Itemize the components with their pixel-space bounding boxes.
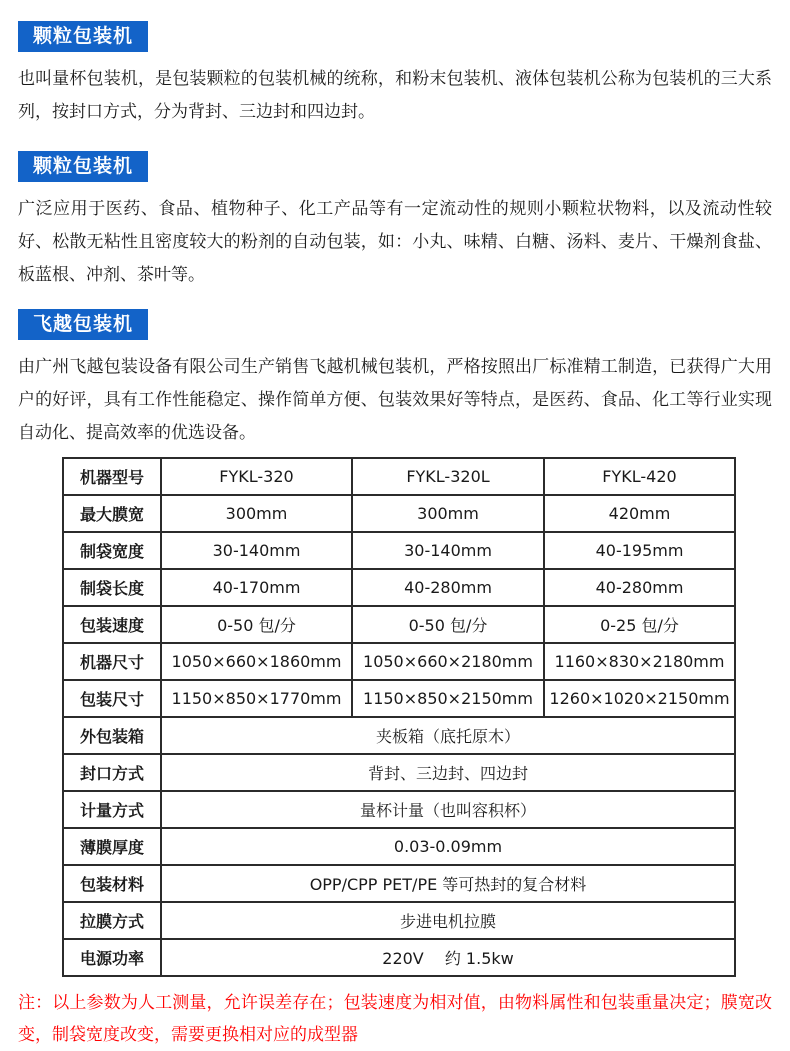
spec-row-value: 0-25 包/分: [544, 606, 735, 643]
spec-table-row: [63, 865, 735, 902]
spec-row-label: 包装尺寸: [63, 680, 161, 717]
spec-row-value: 30-140mm: [352, 532, 544, 569]
spec-row-value-span: 夹板箱（底托原木）: [161, 717, 735, 754]
spec-table-body: [63, 458, 735, 976]
spec-row-value: 420mm: [544, 495, 735, 532]
spec-row-label: 制袋宽度: [63, 532, 161, 569]
spec-row-value-span: 量杯计量（也叫容积杯）: [161, 791, 735, 828]
spec-row-value: 1260×1020×2150mm: [544, 680, 735, 717]
spec-row-label: 薄膜厚度: [63, 828, 161, 865]
spec-row-value: 40-170mm: [161, 569, 352, 606]
spec-row-value: 1160×830×2180mm: [544, 643, 735, 680]
note-text: 注：以上参数为人工测量，允许误差存在；包装速度为相对值，由物料属性和包装重量决定；膜宽改变，制袋宽度改变，需要更换相对应的成型器: [18, 993, 772, 1045]
spec-row-label: 最大膜宽: [63, 495, 161, 532]
section-badge: 颗粒包装机: [18, 151, 148, 182]
spec-table: [62, 457, 736, 977]
spec-row-value: FYKL-420: [544, 458, 735, 495]
spec-table-row: [63, 495, 735, 532]
spec-row-value: FYKL-320L: [352, 458, 544, 495]
spec-table-row: [63, 569, 735, 606]
spec-row-label: 拉膜方式: [63, 902, 161, 939]
spec-row-value: 40-280mm: [352, 569, 544, 606]
spec-row-label: 电源功率: [63, 939, 161, 976]
spec-row-value-span: 步进电机拉膜: [161, 902, 735, 939]
spec-row-value-span: 背封、三边封、四边封: [161, 754, 735, 791]
spec-table-row: [63, 643, 735, 680]
spec-row-label: 机器尺寸: [63, 643, 161, 680]
spec-row-value: 300mm: [161, 495, 352, 532]
spec-table-row: [63, 902, 735, 939]
spec-row-value: FYKL-320: [161, 458, 352, 495]
spec-table-row: [63, 828, 735, 865]
spec-row-value-span: 0.03-0.09mm: [161, 828, 735, 865]
section-badge: 颗粒包装机: [18, 21, 148, 52]
spec-row-value: 1050×660×1860mm: [161, 643, 352, 680]
section-feiyue-intro: [0, 292, 790, 450]
spec-row-value: 0-50 包/分: [161, 606, 352, 643]
spec-row-value: 300mm: [352, 495, 544, 532]
spec-table-row: [63, 606, 735, 643]
spec-row-value: 40-280mm: [544, 569, 735, 606]
spec-table-row: [63, 754, 735, 791]
spec-row-value-span: OPP/CPP PET/PE 等可热封的复合材料: [161, 865, 735, 902]
spec-row-label: 封口方式: [63, 754, 161, 791]
spec-row-label: 外包装箱: [63, 717, 161, 754]
spec-row-value: 1050×660×2180mm: [352, 643, 544, 680]
spec-row-label: 包装速度: [63, 606, 161, 643]
spec-row-label: 包装材料: [63, 865, 161, 902]
spec-row-value: 1150×850×1770mm: [161, 680, 352, 717]
spec-row-value: 0-50 包/分: [352, 606, 544, 643]
section-paragraph: 由广州飞越包装设备有限公司生产销售飞越机械包装机，严格按照出厂标准精工制造，已获得广大用户的好评，具有工作性能稳定、操作简单方便、包装效果好等特点，是医药、食品、化工等行业实现自动化、提高效率的优选设备。: [18, 357, 772, 443]
spec-table-row: [63, 532, 735, 569]
spec-row-value: 40-195mm: [544, 532, 735, 569]
spec-row-label: 制袋长度: [63, 569, 161, 606]
spec-row-label: 机器型号: [63, 458, 161, 495]
spec-table-row: [63, 458, 735, 495]
spec-row-value: 30-140mm: [161, 532, 352, 569]
section-paragraph: 广泛应用于医药、食品、植物种子、化工产品等有一定流动性的规则小颗粒状物料，以及流动性较好、松散无粘性且密度较大的粉剂的自动包装，如：小丸、味精、白糖、汤料、麦片、干燥剂食盐、板蓝根、冲剂、茶叶等。: [18, 199, 772, 285]
section-paragraph: 也叫量杯包装机，是包装颗粒的包装机械的统称，和粉末包装机、液体包装机公称为包装机的三大系列，按封口方式，分为背封、三边封和四边封。: [18, 69, 772, 122]
spec-row-value: 1150×850×2150mm: [352, 680, 544, 717]
section-badge: 飞越包装机: [18, 309, 148, 340]
spec-row-value-span: 220V 约 1.5kw: [161, 939, 735, 976]
spec-table-row: [63, 939, 735, 976]
spec-table-row: [63, 791, 735, 828]
section-granule-intro: [0, 21, 790, 129]
spec-row-label: 计量方式: [63, 791, 161, 828]
spec-table-row: [63, 680, 735, 717]
spec-table-row: [63, 717, 735, 754]
section-granule-application: [0, 129, 790, 292]
